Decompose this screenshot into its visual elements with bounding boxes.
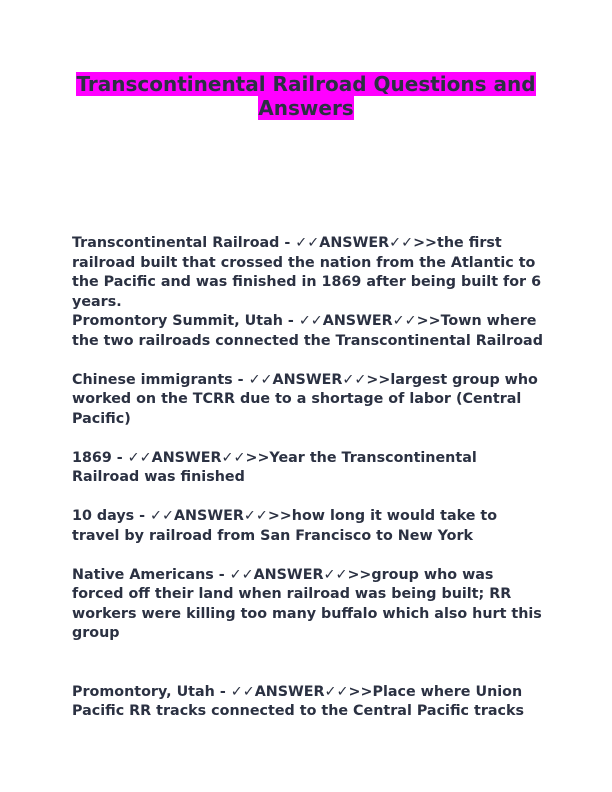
spacer — [72, 546, 548, 566]
document-title — [60, 72, 552, 120]
qa-item: Transcontinental Railroad - ✓✓ANSWER✓✓>>the first railroad built that crossed the nation from the Atlantic to the Pacific and was finished in 1869 after being built for 6 years. — [72, 235, 542, 310]
spacer — [72, 351, 548, 371]
spacer — [72, 488, 548, 508]
qa-item: Promontory Summit, Utah - ✓✓ANSWER✓✓>>Town where the two railroads connected the Transcontinental Railroad — [72, 313, 543, 349]
qa-item: Chinese immigrants - ✓✓ANSWER✓✓>>largest group who worked on the TCRR due to a shortage of labor (Central Pacific) — [72, 371, 538, 427]
qa-item: Promontory, Utah - ✓✓ANSWER✓✓>>Place where Union Pacific RR tracks connected to the Central Pacific tracks — [72, 683, 525, 719]
qa-item: 1869 - ✓✓ANSWER✓✓>>Year the Transcontinental Railroad was finished — [72, 449, 477, 485]
qa-item: 10 days - ✓✓ANSWER✓✓>>how long it would take to travel by railroad from San Francisco to New York — [72, 508, 498, 544]
document-title-text: Transcontinental Railroad Questions and Answers — [76, 72, 536, 120]
qa-list — [72, 234, 548, 722]
qa-item: Native Americans - ✓✓ANSWER✓✓>>group who was forced off their land when railroad was being built; RR workers were killing too many buffalo which also hurt this group — [72, 566, 542, 641]
spacer — [72, 429, 548, 449]
spacer — [72, 644, 548, 683]
